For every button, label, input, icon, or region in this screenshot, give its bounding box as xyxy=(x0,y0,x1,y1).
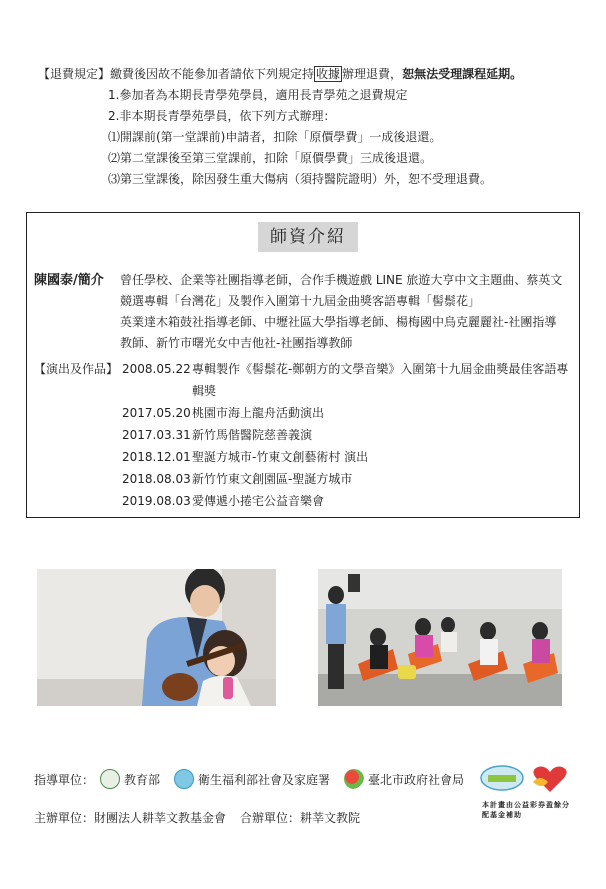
charity-heart-logo-icon xyxy=(530,764,570,794)
receipt-boxed-word: 收據 xyxy=(316,67,341,81)
organizer-label: 主辦單位： xyxy=(34,811,95,825)
refund-sub-3: ⑶第三堂課後，除因發生重大傷病（須持醫院證明）外，恕不受理退費。 xyxy=(108,172,493,186)
organizer-line xyxy=(34,809,360,826)
lottery-funding-note: 本計畫由公益彩券盈餘分配基金補助 xyxy=(482,801,570,819)
classroom-illustration xyxy=(318,569,562,706)
refund-intro: 【退費規定】繳費後因故不能參加者請依下列規定持 收據 辦理退費，恕無法受理課程延期。 xyxy=(38,67,523,81)
refund-rule-1: 1.參加者為本期長青學苑學員，適用長青學苑之退費規定 xyxy=(108,88,408,102)
co-organizer-name: 耕莘文教院 xyxy=(300,811,361,825)
refund-sub-2: ⑵第二堂課後至第三堂課前，扣除「原價學費」三成後退還。 xyxy=(108,151,433,165)
sponsor-moe: 教育部 xyxy=(100,767,160,791)
teacher-section-title: 師資介紹 xyxy=(258,222,358,252)
sponsor-taipei: 臺北市政府社會局 xyxy=(344,767,464,791)
teacher-bio-text: 曾任學校、企業等社團指導老師，合作手機遊戲 LINE 旅遊大亨中文主題曲、蔡英文 競選專輯「台灣花」及製作入圍第十九屆金曲獎客語專輯「髻鬃花」 英業達木箱鼓社指導老師、中壢社區大學指導老師、楊梅國中烏克麗麗社-社團指導 教師、新竹市曙光女中吉他社-社團指導教師 xyxy=(120,273,563,350)
teacher-name-label: 陳國泰/簡介 xyxy=(34,273,104,288)
teacher-ukulele-photo xyxy=(37,569,276,706)
sponsor-sfaa: 衛生福利部社會及家庭署 xyxy=(174,767,330,791)
works-label: 【演出及作品】 xyxy=(34,362,119,376)
co-organizer-label: 合辦單位： xyxy=(240,811,301,825)
ukulele-lesson-illustration xyxy=(37,569,276,706)
no-extension-notice: 恕無法受理課程延期。 xyxy=(402,67,523,81)
sfaa-logo-icon xyxy=(174,769,194,789)
refund-rules xyxy=(38,64,578,190)
refund-sub-1: ⑴開課前(第一堂課前)申請者，扣除「原價學費」一成後退還。 xyxy=(108,130,442,144)
guide-label: 指導單位： xyxy=(34,772,95,787)
organizer-name: 財團法人耕莘文教基金會 xyxy=(94,811,227,825)
moe-logo-icon xyxy=(100,769,120,789)
refund-rule-2: 2.非本期長青學苑學員，依下列方式辦理： xyxy=(108,109,336,123)
refund-label: 【退費規定】 xyxy=(38,67,111,81)
taipei-social-logo-icon xyxy=(344,769,364,789)
lottery-logo-icon xyxy=(480,764,524,792)
class-group-photo xyxy=(318,569,562,706)
